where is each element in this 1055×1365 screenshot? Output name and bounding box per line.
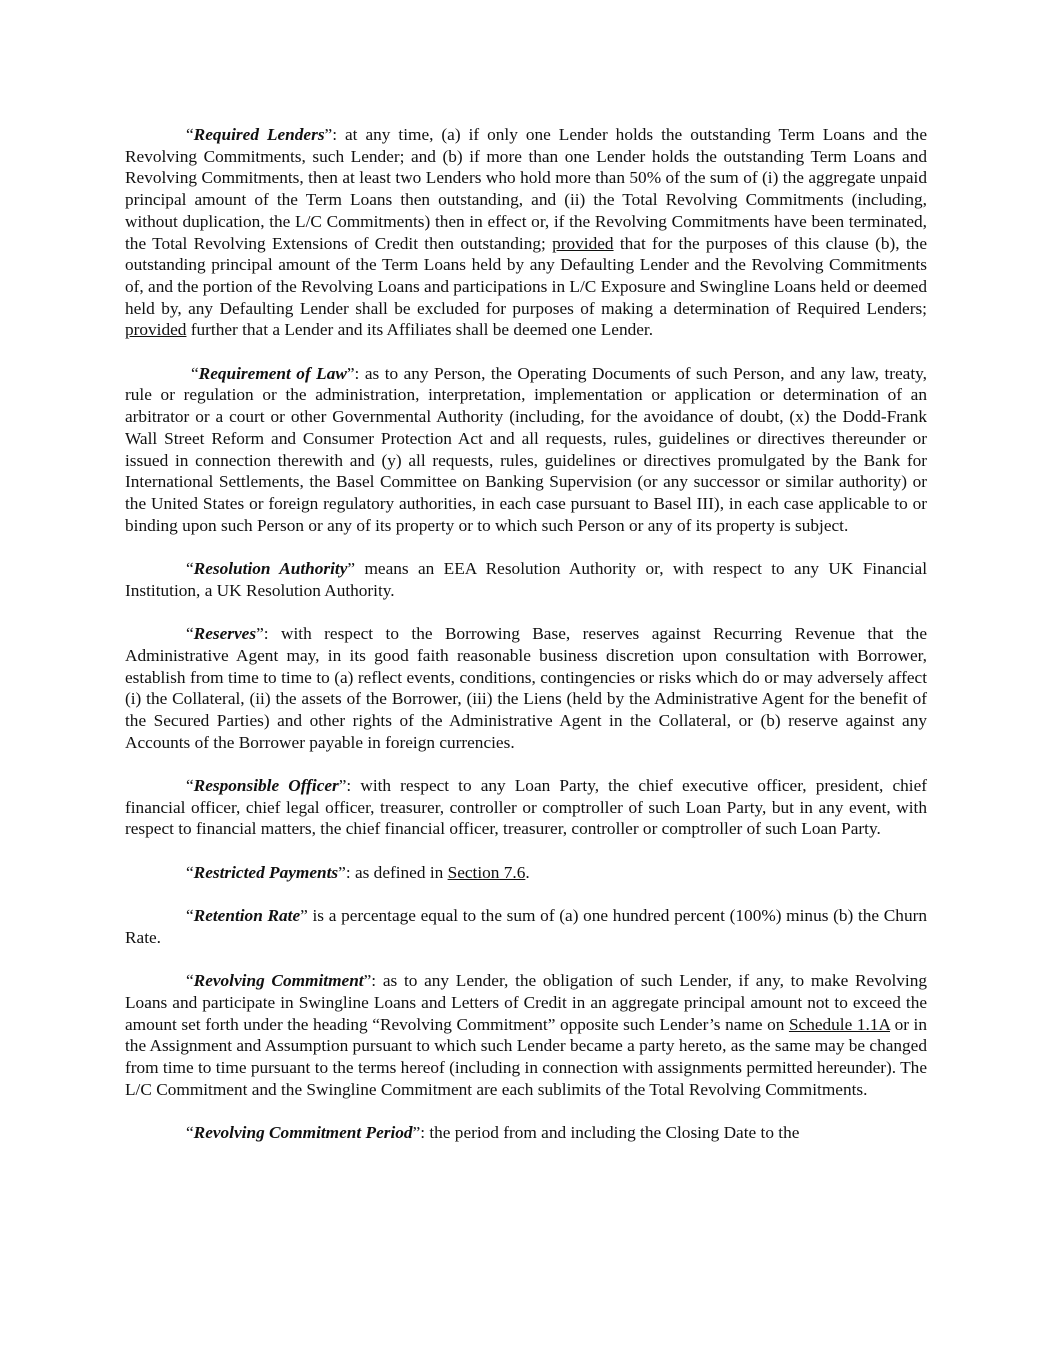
definition-reserves xyxy=(125,623,927,753)
definition-text: the period from and including the Closing Date to the xyxy=(425,1123,800,1143)
definition-revolving-commitment-period xyxy=(125,1122,927,1144)
definition-text: with respect to any Loan Party, the chief executive officer, president, chief financial officer, chief legal officer, treasurer, controller or comptroller of such Loan Party, but in any event, with respect to financial matters, the chief financial officer, treasurer, controller or comptroller of such Loan Party. xyxy=(125,776,927,839)
definition-text: is a percentage equal to the sum of (a) one hundred percent (100%) minus (b) the Churn Rate. xyxy=(125,906,927,947)
defined-term: Revolving Commitment xyxy=(193,971,364,991)
definition-text: as to any Person, the Operating Documents of such Person, and any law, treaty, rule or regulation or the administration, interpretation, implementation or application or determination of an arbitrator or a court or other Governmental Authority (including, for the avoidance of doubt, (x) the Dodd-Frank Wall Street Reform and Consumer Protection Act and all requests, rules, guidelines or directives thereunder or issued in connection therewith and (y) all requests, rules, guidelines or directives promulgated by the Bank for International Settlements, the Basel Committee on Banking Supervision (or any successor or similar authority) or the United States or foreign regulatory authorities, in each case pursuant to Basel III), in each case applicable to or binding upon such Person or any of its property or to which such Person or any of its property is subject. xyxy=(125,363,927,535)
close-quote: ”: xyxy=(256,624,269,644)
provided-proviso: provided xyxy=(552,233,614,253)
defined-term: Revolving Commitment Period xyxy=(193,1123,413,1143)
schedule-reference-link[interactable]: Schedule 1.1A xyxy=(788,1014,890,1034)
close-quote: ”: xyxy=(338,862,351,882)
defined-term: Required Lenders xyxy=(193,125,325,144)
definition-text: as to any Lender, the obligation of such Lender, if any, to make Revolving Loans and participate in Swingline Loans and Letters of Credit in an aggregate principal amount not to exceed the amount set forth under the heading “Revolving Commitment” opposite such Lender’s name on xyxy=(125,971,927,1034)
definition-responsible-officer xyxy=(125,775,927,840)
close-quote: ” xyxy=(300,906,308,926)
definition-retention-rate xyxy=(125,905,927,948)
definition-text: or in the Assignment and Assumption pursuant to which such Lender became a party hereto, as the same may be changed from time to time pursuant to the terms hereof (including in connection with assignments permitted hereunder). The L/C Commitment and the Swingline Commitment are each sublimits of the Total Revolving Commitments. xyxy=(125,1014,927,1099)
defined-term: Reserves xyxy=(193,624,257,644)
open-quote: “ xyxy=(186,971,194,991)
definition-requirement-of-law xyxy=(125,363,927,537)
open-quote: “ xyxy=(191,363,199,383)
definition-text: that for the purposes of this clause (b), the outstanding principal amount of the Term Loans held by any Defaulting Lender and the Revolving Commitments of, and the portion of the Revolving Loans and participations in L/C Exposure and Swingline Loans held or deemed held by, any Defaulting Lender shall be excluded for purposes of making a determination of Required Lenders; xyxy=(125,233,927,318)
definition-text: further that a Lender and its Affiliates shall be deemed one Lender. xyxy=(186,320,654,340)
defined-term: Requirement of Law xyxy=(198,363,347,383)
open-quote: “ xyxy=(186,776,194,796)
definition-required-lenders xyxy=(125,124,927,341)
defined-term: Retention Rate xyxy=(193,906,301,926)
close-quote: ” xyxy=(347,559,356,579)
open-quote: “ xyxy=(186,862,194,882)
defined-term: Restricted Payments xyxy=(193,862,339,882)
section-reference-link[interactable]: Section 7.6 xyxy=(447,862,526,882)
definition-text: at any time, (a) if only one Lender holds the outstanding Term Loans and the Revolving Commitments, such Lender; and (b) if more than one Lender holds the outstanding Term Loans and Revolving Commitments, then at least two Lenders who hold more than 50% of the sum of (i) the aggregate unpaid principal amount of the Term Loans then outstanding, and (ii) the Total Revolving Commitments (including, without duplication, the L/C Commitments) then in effect or, if the Revolving Commitments have been terminated, the Total Revolving Extensions of Credit then outstanding; xyxy=(125,125,927,253)
provided-proviso: provided xyxy=(125,320,187,340)
close-quote: ”: xyxy=(363,971,377,991)
open-quote: “ xyxy=(186,906,194,926)
definition-resolution-authority xyxy=(125,558,927,601)
close-quote: ”: xyxy=(412,1123,426,1143)
definition-text: with respect to the Borrowing Base, reserves against Recurring Revenue that the Administrative Agent may, in its good faith reasonable business discretion upon consultation with Borrower, establish from time to time to (a) reflect events, conditions, contingencies or risks which do or may adversely affect (i) the Collateral, (ii) the assets of the Borrower, (iii) the Liens (held by the Administrative Agent for the benefit of the Secured Parties) and other rights of the Administrative Agent in the Collateral, or (b) reserve against any Accounts of the Borrower payable in foreign currencies. xyxy=(125,624,927,752)
document-page xyxy=(125,124,927,1166)
open-quote: “ xyxy=(186,125,194,144)
definition-restricted-payments xyxy=(125,862,927,884)
close-quote: ”: xyxy=(346,363,360,383)
definition-text: means an EEA Resolution Authority or, with respect to any UK Financial Institution, a UK Resolution Authority. xyxy=(125,559,927,600)
defined-term: Responsible Officer xyxy=(193,776,339,796)
close-quote: ”: xyxy=(324,125,338,144)
open-quote: “ xyxy=(186,624,194,644)
open-quote: “ xyxy=(186,559,194,579)
open-quote: “ xyxy=(186,1123,194,1143)
close-quote: ”: xyxy=(338,776,352,796)
definition-revolving-commitment xyxy=(125,970,927,1100)
definition-text: . xyxy=(525,862,530,882)
definition-text: as defined in xyxy=(350,862,448,882)
defined-term: Resolution Authority xyxy=(193,559,348,579)
